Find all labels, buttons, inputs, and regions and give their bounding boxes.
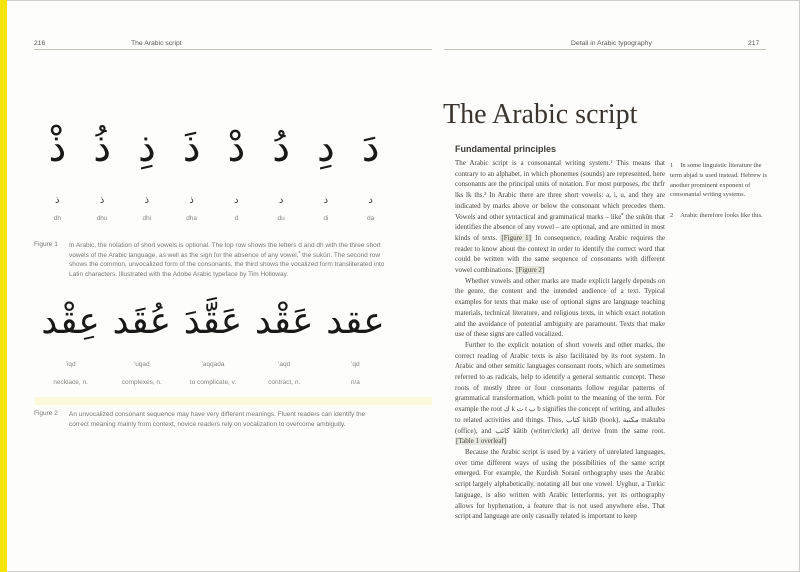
page-number-left: 216 bbox=[34, 40, 46, 47]
figure1-column bbox=[125, 117, 170, 222]
figure1-column bbox=[80, 117, 125, 222]
body-paragraph: The Arabic script is a consonantal writing system.¹ This means that contrary to an alphabet, in which phonemes (sounds) are represented, here consonants are the principal units of notation. For most purposes, rbc thrfr lks lk ths.² In Arabic there are three short vowels: a, i, u, and they are indicated by marks above or below the consonant which precedes them. Vowels and other syntactical and grammatical marks – like ْ the sukūn that identifies the absence of any vowel – are optional, and are omitted in most kinds of texts. [Figure 1] In consequence, reading Arabic requires the reader to know about the context in order to identify the correct word that could be written with the same sequence of consonants with different vowel combinations. [Figure 2] bbox=[455, 159, 665, 275]
figure1-plain-letter: ذ bbox=[144, 195, 150, 206]
figure2-transliteration: 'aqqada bbox=[201, 361, 225, 368]
figure1-column bbox=[259, 117, 304, 222]
highlight-strip bbox=[35, 397, 432, 405]
figure2-transliteration: 'iqd bbox=[65, 361, 76, 368]
figure1-column bbox=[214, 117, 259, 222]
note-number: 2 bbox=[670, 212, 674, 220]
figure2-word: عُقَد bbox=[112, 301, 172, 342]
figure1-vocalized-letter: دِ bbox=[316, 125, 335, 171]
figure2-word: عِقْد bbox=[41, 301, 100, 342]
figure2-column bbox=[249, 295, 320, 386]
figure2-transliteration: 'aqd bbox=[278, 361, 291, 368]
figure1-plain-letter: ذ bbox=[189, 195, 194, 206]
figure-reference: [Table 1 overleaf] bbox=[456, 437, 507, 446]
figure1-transliteration: dha bbox=[186, 215, 198, 222]
figure1-column bbox=[348, 117, 393, 222]
figure1-column bbox=[304, 117, 349, 222]
figure1-vocalized-letter: ذَ bbox=[182, 125, 201, 171]
figure1-transliteration: d bbox=[234, 215, 239, 222]
figure1-transliteration: di bbox=[323, 215, 329, 222]
figure1-column bbox=[169, 117, 214, 222]
figure1-vocalized-letter: ذِ bbox=[137, 125, 156, 171]
figure2-transliteration: 'uqad bbox=[133, 361, 150, 368]
figure2-transliteration: 'qd bbox=[351, 361, 360, 368]
figure1-column bbox=[35, 117, 80, 222]
header-rule-left bbox=[34, 49, 432, 50]
figure1-vocalized-letter: دَ bbox=[361, 125, 380, 171]
figure1-transliteration: da bbox=[367, 215, 375, 222]
figure1-plain-letter: د bbox=[323, 195, 329, 206]
figure2-caption: An unvocalized consonant sequence may have very different meanings. Fluent readers can identify the correct meaning mainly from context, novice readers rely on vocalization to overcome ambiguity. bbox=[69, 411, 366, 428]
running-head-left: The Arabic script bbox=[131, 40, 182, 47]
header-rule-right bbox=[444, 49, 766, 50]
figure1-letter-grid bbox=[35, 117, 393, 222]
figure-reference: [Figure 2] bbox=[516, 266, 545, 275]
figure1-label: Figure 1 bbox=[34, 241, 58, 248]
page-number-right: 217 bbox=[748, 40, 760, 47]
body-paragraph: Whether vowels and other marks are made explicit largely depends on the genre, the content and the intended audience of a text. Typical examples for texts that make use of optional signs are language teaching materials, technical literature, and religious texts, in which exact notation and the avoidance of potential ambiguity are paramount. Texts that make use of these signs are called vocalized. bbox=[455, 276, 665, 339]
figure1-transliteration: dhu bbox=[96, 215, 108, 222]
body-paragraph: Further to the explicit notation of short vowels and other marks, the correct reading of Arabic texts is also facilitated by its root system. In Arabic and other semitic languages consonant roots, which are sometimes referred to as radicals, help to identify a general semantic concept. These roots of mostly three or four consonants follow regular patterns of grammatical transformation, which point to the meaning of the term. For example the root ك k ت t ب b signifies the concept of writing, and alludes to related activities and things. Thus, كتاب kitāb (book), مكتبة maktaba (office), and كاتب kātib (writer/clerk) all derive from the same root. [Table 1 overleaf] bbox=[455, 340, 665, 446]
figure2-column bbox=[35, 295, 106, 386]
body-text bbox=[455, 158, 665, 522]
figure1-vocalized-letter: دُ bbox=[272, 125, 291, 171]
chapter-title: The Arabic script bbox=[443, 99, 638, 130]
figure2-word: عَقْد bbox=[254, 301, 314, 342]
figure1-plain-letter: ذ bbox=[99, 195, 105, 206]
figure2-word: عقد bbox=[326, 301, 385, 342]
figure2-column bbox=[106, 295, 177, 386]
running-head-right: Detail in Arabic typography bbox=[571, 40, 652, 47]
figure2-word-grid bbox=[35, 295, 391, 386]
figure-reference: [Figure 1] bbox=[501, 233, 532, 242]
figure1-transliteration: dh bbox=[53, 215, 61, 222]
figure1-transliteration: du bbox=[277, 215, 285, 222]
yellow-edge-bar bbox=[0, 0, 7, 572]
figure2-column bbox=[177, 295, 248, 386]
section-heading: Fundamental principles bbox=[455, 144, 557, 154]
figure2-word: عَقَّدَ bbox=[183, 301, 243, 342]
figure2-meaning: to complicate, v. bbox=[189, 379, 237, 386]
figure2-meaning: contract, n. bbox=[268, 379, 301, 386]
figure1-plain-letter: د bbox=[368, 195, 373, 206]
figure1-vocalized-letter: دْ bbox=[227, 125, 246, 171]
figure2-column bbox=[320, 295, 391, 386]
figure1-vocalized-letter: ذْ bbox=[48, 125, 67, 171]
figure2-meaning: n/a bbox=[350, 379, 360, 386]
note-number: 1 bbox=[670, 162, 674, 169]
figure2-meaning: necklace, n. bbox=[53, 379, 88, 386]
figure1-plain-letter: د bbox=[278, 195, 284, 206]
figure1-transliteration: dhi bbox=[142, 215, 152, 222]
figure1-plain-letter: ذ bbox=[55, 195, 60, 206]
figure2-label: Figure 2 bbox=[34, 410, 58, 417]
figure1-caption: In Arabic, the notation of short vowels is optional. The top row shows the letters d and dh with the three short vowels of the Arabic language, as well as the sign for the absence of any vowel, ْ the sukūn. The second row shows the common, unvocalized form of the consonants, the third shows the vocalized form transliterated into Latin characters. Illustrated with the Adobe Arabic typeface by Tim Holloway. bbox=[69, 242, 385, 278]
figure1-vocalized-letter: ذُ bbox=[93, 125, 112, 171]
margin-note: 1 In some linguistic literature the term abjad is used instead. Hebrew is another prominent exponent of consonantal writing systems. bbox=[670, 162, 767, 199]
figure2-meaning: complexes, n. bbox=[121, 379, 162, 386]
margin-note: 2 Arabic therefore looks like this. bbox=[670, 212, 763, 220]
margin-notes bbox=[670, 161, 772, 221]
body-paragraph: Because the Arabic script is used by a variety of unrelated languages, over time different ways of using the possibilities of the same script emerged. For example, the Kurdish Soranî orthography uses the Arabic script largely alphabetically, notating all but one vowel. Uyghur, a Turkic language, is also written with Arabic letterforms, yet its orthography allows for hyphenation, a feature that is not used anywhere else. That script and language are only casually related is important to keep bbox=[455, 447, 665, 521]
figure1-plain-letter: د bbox=[234, 195, 239, 206]
